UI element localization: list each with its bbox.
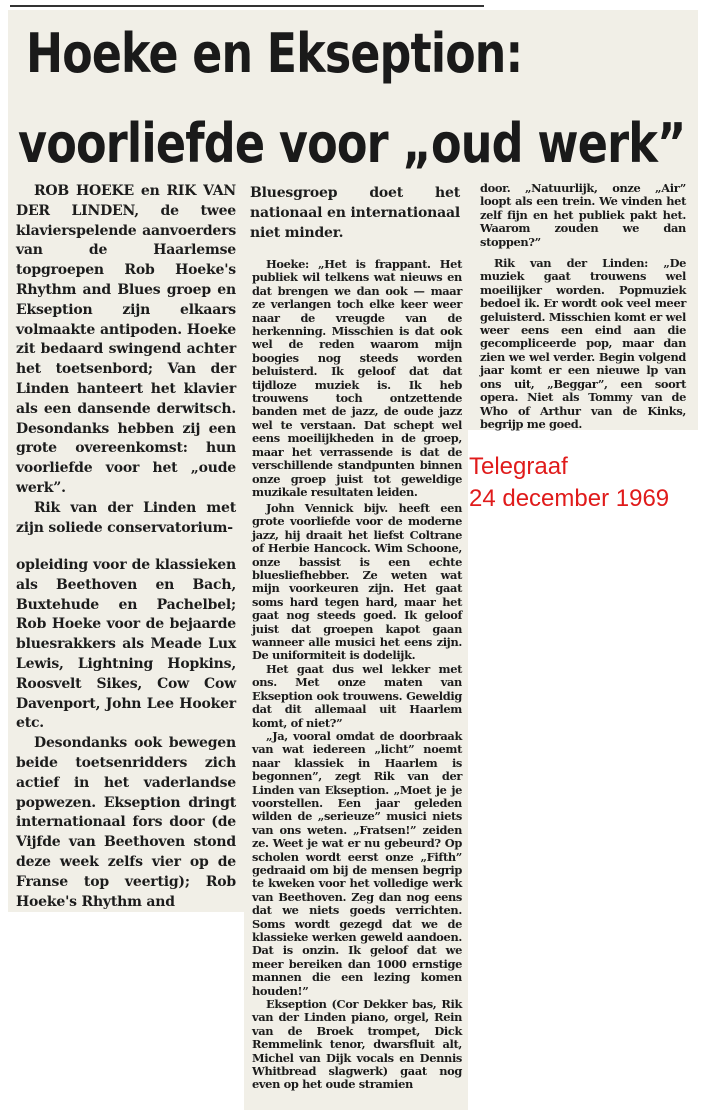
column-1 (16, 182, 236, 538)
paragraph: Hoeke: „Het is frappant. Het publiek wil telkens wat nieuws en dat brengen we dan ook — maar ze verlangen toch elke keer weer naar de vreugde van de herkenning. Misschien is dat ook wel de reden waarom mijn boogies nog steeds worden beluisterd. Ik geloof dat dat tijdloze muziek is. Ik heb trouwens toch ontzettende banden met de jazz, de oude jazz wel te verstaan. Dat schept wel eens moeilijkheden in de groep, maar het verrassende is dat de verschillende standpunten binnen onze groep juist tot geweldige muzikale resultaten leiden. (252, 257, 462, 499)
paragraph: John Vennick bijv. heeft een grote voorliefde voor de moderne jazz, hij draait het liefst Coltrane of Herbie Hancock. Wim Schoone, onze bassist is een echte bluesliefhebber. Ze weten wat mijn voorkeuren zijn. Het gaat soms hard tegen hard, maar het gaat nog steeds goed. Ik geloof juist dat groepen kapot gaan wanneer alle musici het eens zijn. De uniformiteit is dodelijk. (252, 501, 462, 663)
source-date: 24 december 1969 (469, 485, 670, 512)
paragraph: „Ja, vooral omdat de doorbraak van wat iedereen „licht” noemt naar klassiek in Haarlem is begonnen”, zegt Rik van der Linden van Ekseption. „Moet je je voorstellen. Een jaar geleden wilden de „serieuze” musici niets van ons weten. „Fratsen!” zeiden ze. Weet je wat er nu gebeurd? Op scholen wordt eerst onze „Fifth” gedraaid om bij de mensen begrip te kweken voor het volledige werk van Beethoven. Zeg dan nog eens dat we niets goeds verrichten. Soms wordt gezegd dat we de klassieke werken geweld aandoen. Dat is onzin. Ik geloof dat we meer bereiken dan 1000 ernstige mannen die een lezing komen houden!” (252, 728, 462, 998)
source-newspaper: Telegraaf (469, 453, 568, 480)
headline-line-2: voorliefde voor „oud werk” (18, 112, 686, 175)
paragraph: Bluesgroep doet het nationaal en internationaal niet minder. (250, 185, 460, 241)
paragraph: Rik van der Linden met zijn soliede conservatorium- (16, 499, 236, 536)
column-1-continued (16, 556, 236, 912)
paragraph: Rik van der Linden: „De muziek gaat trouwens wel moeilijker worden. Popmuziek bedoel ik. Er wordt ook veel meer geluisterd. Misschien komt er wel weer eens een eind aan die gecompliceerde pop, maar dan zien we wel verder. Begin volgend jaar komt er een nieuwe lp van ons uit, „Beggar”, een soort opera. Niet als Tommy van de Who of Arthur van de Kinks, begrijp me goed. (480, 256, 686, 431)
paragraph: Desondanks ook bewegen beide toetsenridders zich actief in het vaderlandse popwezen. Ekseption dringt internationaal fors door (de Vijfde van Beethoven stond deze week zelfs vier op de Franse top veertig); Rob Hoeke's Rhythm and (16, 735, 236, 910)
top-rule (10, 5, 484, 7)
column-2-continued (252, 502, 462, 1092)
column-3 (480, 182, 686, 431)
paragraph: Het gaat dus wel lekker met ons. Met onze maten van Ekseption ook trouwens. Geweldig dat dit allemaal uit Haarlem komt, of niet?” (252, 661, 462, 730)
paragraph: opleiding voor de klassieken als Beethoven en Bach, Buxtehude en Pachelbel; Rob Hoeke voor de bejaarde bluesrakkers als Meade Lux Lewis, Lightning Hopkins, Roosvelt Sikes, Cow Cow Davenport, John Lee Hooker etc. (16, 557, 236, 732)
paragraph: Ekseption (Cor Dekker bas, Rik van der Linden piano, orgel, Rein van de Broek trompet, Dick Remmelink tenor, dwarsfluit alt, Michel van Dijk vocals en Dennis Whitbread slagwerk) gaat nog even op het oude stramien (252, 997, 462, 1092)
column-2-lead (250, 184, 460, 243)
headline-line-1: Hoeke en Ekseption: (26, 22, 523, 85)
paragraph: door. „Natuurlijk, onze „Air” loopt als een trein. We vinden het zelf fijn en het publiek pakt het. Waarom zouden we dan stoppen?” (480, 181, 686, 249)
paragraph: ROB HOEKE en RIK VAN DER LINDEN, de twee klavierspelende aanvoerders van de Haarlemse topgroepen Rob Hoeke's Rhythm and Blues groep en Ekseption zijn elkaars volmaakte antipoden. Hoeke zit bedaard swingend achter het toetsenbord; Van der Linden hanteert het klavier als een dansende derwitsch. Desondanks hebben zij een grote overeenkomst: hun voorliefde voor het „oude werk”. (16, 183, 236, 496)
column-2 (252, 258, 462, 499)
